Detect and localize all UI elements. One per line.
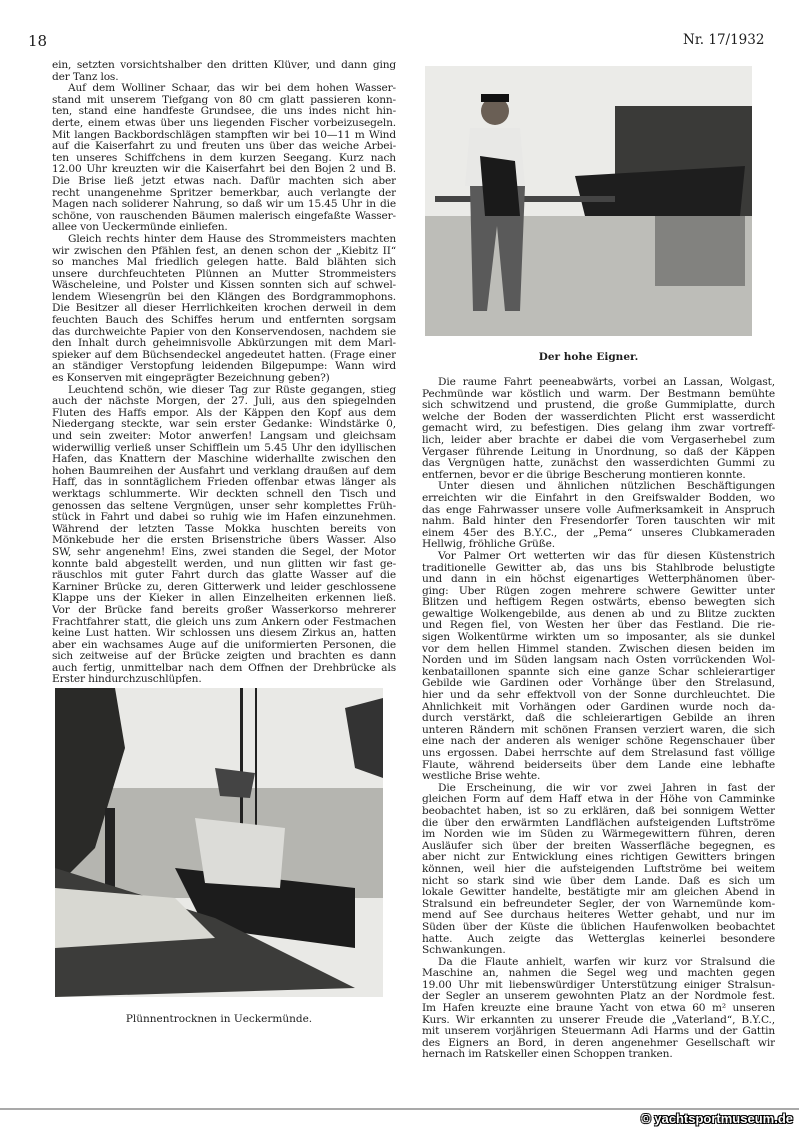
text-line: derte, einem etwas über uns liegenden Fischer vorbeizusegeln.	[52, 117, 396, 129]
paragraph	[422, 481, 775, 551]
text-line: des Eigners an Bord, in deren angenehmer Gesellschaft wir	[422, 1037, 775, 1049]
text-line: räuschlos mit guter Fahrt durch das glatte Wasser auf die	[52, 570, 396, 582]
text-line: nahm. Bald hinter den Fresendorfer Toren tauschten wir mit	[422, 516, 775, 528]
text-line: der Segler an unserem gewohnten Platz an der Nordmole fest.	[422, 991, 775, 1003]
text-line: sich zeitweise auf der Brücke zeigten und brachten es dann	[52, 651, 396, 663]
text-line: hatte. Auch zeigte das Wetterglas keinerlei besondere	[422, 933, 775, 945]
text-line: uns ergossen. Dabei herrschte auf dem Strelasund fast völlige	[422, 748, 775, 759]
text-line: keine Lust hatten. Wir schlossen uns diesem Zirkus an, hatten	[52, 628, 396, 640]
text-line: unteren Rändern mit schönen Fransen verziert waren, die sich	[422, 724, 775, 736]
page-number: 18	[28, 32, 48, 50]
text-line: hohen Baumreihen der Ausfahrt und verklang draußen auf dem	[52, 465, 396, 477]
text-line: Klappe uns der Kieker in allen Einzelheiten erkennen ließ.	[52, 593, 396, 605]
text-line: Niedergang steckte, war sein erster Gedanke: Windstärke 0,	[52, 419, 396, 431]
text-line: vor dem hellen Himmel standen. Zwischen diesen beiden im	[422, 643, 775, 655]
text-line: die über den erwärmten Landflächen aufsteigenden Luftströme	[422, 817, 775, 829]
text-line: erreichten wir die Einfahrt in den Greifswalder Bodden, wo	[422, 492, 775, 504]
text-line: Ausläufer sich über der breiten Wasserfläche begegnen, es	[422, 840, 775, 852]
text-line: sigen Wolkentürme wirkten um so imposanter, als sie dunkel	[422, 632, 775, 644]
text-line: schöne, von rauschenden Bäumen malerisch eingefaßte Wasser-	[52, 210, 396, 222]
text-line: auch fertig, unmittelbar nach dem Öffnen der Drehbrücke als	[52, 662, 396, 674]
paragraph	[422, 377, 775, 481]
text-line: Wäscheleine, und Polster und Kissen sonnten sich auf schwel-	[52, 280, 396, 292]
text-line: allee von Ueckermünde einliefen.	[52, 222, 228, 234]
text-line: an ständiger Verstopfung leidenden Bilgepumpe: Wann wird	[52, 361, 396, 373]
text-line: Mönkebude her die ersten Brisenstriche übers Wasser. Also	[52, 535, 396, 547]
text-line: Da die Flaute anhielt, warfen wir kurz vor Stralsund die	[438, 956, 775, 968]
text-line: hernach im Ratskeller einen Schoppen tranken.	[422, 1049, 673, 1061]
text-line: Hellwig, fröhliche Grüße.	[422, 539, 555, 551]
text-line: kenbataillonen spannte sich eine ganze Schar schleierartiger	[422, 666, 775, 678]
text-line: konnte bald abgestellt werden, und nun glitten wir fast ge-	[52, 558, 396, 570]
text-line: beobachtet haben, ist so zu erklären, daß bei sonnigem Wetter	[422, 805, 775, 817]
owner-photo-caption: Der hohe Eigner.	[538, 351, 639, 363]
text-line: Kurs. Wir erkannten zu unserer Freude die „Vaterland“, B.Y.C.,	[422, 1014, 775, 1026]
text-line: lokale Gewitter handelte, bestätigte mir am gleichen Abend in	[422, 887, 775, 899]
owner-photo	[425, 66, 752, 336]
text-line: gewaltige Wolkengebilde, aus denen ab und zu Blitze zuckten	[422, 608, 775, 620]
text-line: lich, leider aber brachte er dabei die vom Vergaserhebel zum	[422, 434, 775, 446]
text-line: welche der Boden der wasserdichten Plicht erst wasserdicht	[422, 411, 775, 423]
text-line: auch der nächste Morgen, der 27. Juli, aus den spiegelnden	[52, 396, 396, 408]
text-line: entfernen, bevor er die übrige Bescherung montieren konnte.	[422, 469, 746, 481]
text-line: werktags schlummerte. Wir deckten schnell den Tisch und	[52, 488, 396, 500]
paragraph	[52, 234, 396, 385]
text-line: Karniner Brücke zu, deren Gitterwerk und leider geschlossene	[52, 581, 396, 593]
text-line: Die Erscheinung, die wir vor zwei Jahren in fast der	[438, 782, 775, 794]
text-line: Norden und im Süden langsam nach Osten vorrückenden Wol-	[422, 655, 775, 667]
text-line: Flaute, während beiderseits über dem Lande eine lebhafte	[422, 759, 775, 771]
text-line: Fluten des Haffs empor. Als der Käppen den Kopf aus dem	[52, 407, 396, 419]
issue-number: Nr. 17/1932	[683, 32, 765, 48]
left-text-column	[52, 60, 396, 686]
text-line: und sein zweiter: Motor anwerfen! Langsam und gleichsam	[52, 431, 396, 442]
text-line: aber ein wachsames Auge auf die uniformierten Personen, die	[52, 639, 396, 651]
text-line: mit unserem vorjährigen Steuermann Adi Harms und der Gattin	[422, 1026, 775, 1038]
text-line: das enge Fahrwasser unsere volle Aufmerksamkeit in Anspruch	[422, 504, 775, 516]
text-line: und dann in ein höchst eigenartiges Wetterphänomen über-	[422, 574, 775, 586]
paragraph	[422, 957, 775, 1061]
text-line: Gleich rechts hinter dem Hause des Strommeisters machten	[68, 233, 396, 245]
text-line: Schwankungen.	[422, 945, 506, 957]
text-line: auf die Kaiserfahrt zu und freuten uns über das weiche Arbei-	[52, 141, 396, 153]
text-line: Magen nach soliderer Nahrung, so daß wir um 15.45 Uhr in die	[52, 199, 396, 211]
text-line: hier und da sehr effektvoll von der Sonne durchleuchtet. Die	[422, 690, 775, 702]
text-line: wir zwischen den Pfählen fest, an denen schon der „Kiebitz II“	[52, 245, 396, 257]
text-line: Gebilde wie Gardinen oder Vorhänge über den Strelasund,	[422, 678, 775, 690]
text-line: eine nach der anderen als weniger schöne Regenschauer über	[422, 736, 775, 748]
text-line: 19.00 Uhr mit liebenswürdiger Unterstützung einiger Stralsun-	[422, 979, 775, 991]
text-line: traditionelle Gewitter ab, das uns bis Stahlbrode belustigte	[422, 562, 775, 574]
text-line: lendem Wiesengrün bei den Klängen des Bordgrammophons.	[52, 291, 396, 303]
paragraph	[422, 551, 775, 783]
text-line: einem 45er des B.Y.C., der „Pema“ unseres Clubkameraden	[422, 527, 775, 539]
text-line: Die raume Fahrt peeneabwärts, vorbei an Lassan, Wolgast,	[438, 377, 775, 388]
text-line: 12.00 Uhr kreuzten wir die Kaiserfahrt bei den Bojen 2 und B.	[52, 164, 396, 176]
text-line: gleichen Form auf dem Haff etwa in der Höhe von Camminke	[422, 794, 775, 806]
text-line: Maschine an, nahmen die Segel weg und machten gegen	[422, 968, 775, 980]
text-line: Vor der Brücke fand bereits großer Wasserkorso mehrerer	[52, 604, 396, 616]
text-line: unsere durchfeuchteten Plünnen an Mutter Strommeisters	[52, 268, 396, 280]
text-line: das Vergnügen hatte, zunächst den wasserdichten Gummi zu	[422, 458, 775, 470]
paragraph	[52, 83, 396, 234]
text-line: genossen das seltene Vergnügen, unser sehr komplettes Früh-	[52, 500, 396, 512]
text-line: stand mit unserem Tiefgang von 80 cm glatt passieren konn-	[52, 94, 396, 106]
text-line: so manches Mal friedlich gelegen hatte. Bald blähten sich	[52, 257, 396, 269]
text-line: Blitzen und heftigem Regen ostwärts, ebenso bewegten sich	[422, 597, 775, 609]
text-line: recht unangenehme Spritzer bemerkbar, auch verlangte der	[52, 187, 396, 199]
text-line: sich schwitzend und prustend, die große Gummiplatte, durch	[422, 400, 775, 412]
text-line: Auf dem Wolliner Schaar, das wir bei dem hohen Wasser-	[68, 83, 396, 95]
text-line: im Norden wie im Süden zu Wärmegewittern führen, deren	[422, 829, 775, 841]
text-line: es Konserven mit eingeprägter Bezeichnung geben?)	[52, 373, 330, 385]
text-line: Ähnlichkeit mit Vorhängen oder Gardinen wurde noch da-	[422, 701, 775, 713]
text-line: SW, sehr angenehm! Eins, zwei standen die Segel, der Motor	[52, 546, 396, 558]
text-line: Stralsund ein befreundeter Segler, der von Warnemünde kom-	[422, 898, 775, 910]
text-line: Im Hafen kreuzte eine braune Yacht von etwa 60 m² unseren	[422, 1003, 775, 1015]
text-line: Leuchtend schön, wie dieser Tag zur Rüste gegangen, stieg	[68, 384, 396, 396]
text-line: nicht so stark sind wie über dem Lande. Daß es sich um	[422, 875, 775, 887]
text-line: Pechmünde war köstlich und warm. Der Bestmann bemühte	[422, 388, 775, 400]
text-line: ging: Über Rügen zogen mehrere schwere Gewitter unter	[422, 585, 775, 597]
text-line: Süden über der Küste die üblichen Haufenwolken beobachtet	[422, 921, 775, 933]
text-line: Mit langen Backbordschlägen stampften wir bei 10—11 m Wind	[52, 129, 396, 141]
drying-photo	[55, 688, 383, 997]
drying-photo-caption: Plünnentrocknen in Ueckermünde.	[125, 1013, 313, 1025]
page-bottom-rule	[0, 1108, 799, 1110]
text-line: Vergaser führende Leitung in Unordnung, so daß der Käppen	[422, 446, 775, 458]
text-line: und Regen fiel, von Westen her über das Festland. Die rie-	[422, 620, 775, 632]
text-line: stück in Fahrt und dabei so ruhig wie im Hafen einzunehmen.	[52, 512, 396, 524]
text-line: Während der letzten Tasse Mokka huschten bereits von	[52, 523, 396, 535]
right-text-column	[422, 377, 775, 1061]
text-line: feuchten Bauch des Schiffes herum und entfernten sorgsam	[52, 315, 396, 327]
text-line: durch verstärkt, daß die schleierartigen Gebilde an ihren	[422, 713, 775, 725]
text-line: aber nicht zur Entwicklung eines richtigen Gewitters bringen	[422, 852, 775, 864]
text-line: Hafen, das Knattern der Maschine widerhallte zwischen den	[52, 454, 396, 466]
watermark: © yachtsportmuseum.de	[641, 1111, 793, 1126]
text-line: das durchweichte Papier von den Konservendosen, nachdem sie	[52, 326, 396, 338]
text-line: ten, stand eine handfeste Grundsee, die uns indes nicht hin-	[52, 106, 396, 118]
paragraph	[422, 783, 775, 957]
text-line: Die Besitzer all dieser Herrlichkeiten krochen derweil in dem	[52, 303, 396, 315]
text-line: ein, setzten vorsichtshalber den dritten Klüver, und dann ging	[52, 60, 396, 71]
text-line: Unter diesen und ähnlichen nützlichen Beschäftigungen	[438, 481, 775, 493]
text-line: den Inhalt durch geheimnisvolle Abkürzungen mit dem Marl-	[52, 338, 396, 350]
paragraph	[52, 385, 396, 686]
text-line: können, weil hier die aufsteigenden Luftströme bei weitem	[422, 863, 775, 875]
text-line: westliche Brise wehte.	[422, 771, 541, 783]
text-line: mend auf See durchaus heiteres Wetter gehabt, und nur im	[422, 910, 775, 922]
text-line: Vor Palmer Ort wetterten wir das für diesen Küstenstrich	[438, 550, 775, 562]
text-line: widerwillig verließ unser Schifflein um 5.45 Uhr den idyllischen	[52, 442, 396, 454]
text-line: Die Brise ließ jetzt etwas nach. Dafür machten sich aber	[52, 175, 396, 187]
text-line: Frachtfahrer statt, die gleich uns zum Ankern oder Festmachen	[52, 616, 396, 628]
paragraph	[52, 60, 396, 83]
text-line: ten unseres Schiffchens in dem kurzen Seegang. Kurz nach	[52, 152, 396, 164]
text-line: spieker auf dem Büchsendeckel angedeutet hatten. (Frage einer	[52, 349, 396, 361]
text-line: Erster hindurchzuschlüpfen.	[52, 674, 202, 686]
text-line: Haff, das in sonntäglichem Frieden offenbar etwas länger als	[52, 477, 396, 489]
text-line: der Tanz los.	[52, 71, 119, 83]
text-line: gemacht wird, zu befestigen. Dies gelang ihm zwar vortreff-	[422, 423, 775, 435]
